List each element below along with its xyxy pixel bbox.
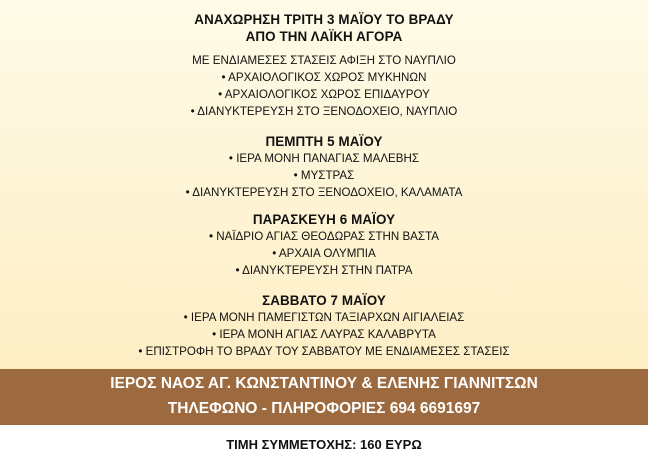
list-item: • ΔΙΑΝΥΚΤΕΡΕΥΣΗ ΣΤΗΝ ΠΑΤΡΑ (235, 264, 413, 277)
list-item: • ΜΥΣΤΡΑΣ (293, 169, 355, 182)
thursday-heading: ΠΕΜΠΤΗ 5 ΜΑΪΟΥ (265, 134, 383, 149)
price-note: ΤΙΜΗ ΣΥΜΜΕΤΟΧΗΣ: 160 ΕΥΡΩ (226, 437, 422, 452)
list-item: • ΔΙΑΝΥΚΤΕΡΕΥΣΗ ΣΤΟ ΞΕΝΟΔΟΧΕΙΟ, ΚΑΛΑΜΑΤΑ (185, 186, 463, 199)
thursday-section (0, 133, 648, 201)
list-item: • ΑΡΧΑΙΑ ΟΛΥΜΠΙΑ (272, 247, 376, 260)
departure-items (0, 52, 648, 120)
friday-heading: ΠΑΡΑΣΚΕΥΗ 6 ΜΑΪΟΥ (252, 212, 396, 227)
departure-heading: ΑΝΑΧΩΡΗΣΗ ΤΡΙΤΗ 3 ΜΑΪΟΥ ΤΟ ΒΡΑΔΥ (194, 12, 454, 27)
list-item: • ΙΕΡΑ ΜΟΝΗ ΠΑΝΑΓΙΑΣ ΜΑΛΕΒΗΣ (228, 152, 420, 165)
friday-section (0, 211, 648, 279)
organizer-name: ΙΕΡΟΣ ΝΑΟΣ ΑΓ. ΚΩΝΣΤΑΝΤΙΝΟΥ & ΕΛΕΝΗΣ ΓΙΑΝΝΙΤΣΩΝ (110, 375, 538, 392)
saturday-heading: ΣΑΒΒΑΤΟ 7 ΜΑΪΟΥ (262, 293, 386, 308)
list-item: • ΙΕΡΑ ΜΟΝΗ ΑΓΙΑΣ ΛΑΥΡΑΣ ΚΑΛΑΒΡΥΤΑ (212, 328, 436, 341)
list-item: • ΑΡΧΑΙΟΛΟΓΙΚΟΣ ΧΩΡΟΣ ΜΥΚΗΝΩΝ (221, 71, 427, 84)
list-item: • ΑΡΧΑΙΟΛΟΓΙΚΟΣ ΧΩΡΟΣ ΕΠΙΔΑΥΡΟΥ (218, 88, 430, 101)
saturday-section (0, 292, 648, 360)
list-item: • ΕΠΙΣΤΡΟΦΗ ΤΟ ΒΡΑΔΥ ΤΟΥ ΣΑΒΒΑΤΟΥ ΜΕ ΕΝΔΙΑΜΕΣΕΣ ΣΤΑΣΕΙΣ (138, 345, 510, 358)
list-item: • ΔΙΑΝΥΚΤΕΡΕΥΣΗ ΣΤΟ ΞΕΝΟΔΟΧΕΙΟ, ΝΑΥΠΛΙΟ (190, 105, 458, 118)
organizer-banner (0, 369, 648, 425)
list-item: • ΙΕΡΑ ΜΟΝΗ ΠΑΜΕΓΙΣΤΩΝ ΤΑΞΙΑΡΧΩΝ ΑΙΓΙΑΛΕΙΑΣ (183, 311, 465, 324)
contact-phone: ΤΗΛΕΦΩΝΟ - ΠΛΗΡΟΦΟΡΙΕΣ 694 6691697 (167, 400, 481, 417)
departure-section (0, 11, 648, 45)
list-item: • ΝΑΪΔΡΙΟ ΑΓΙΑΣ ΘΕΟΔΩΡΑΣ ΣΤΗΝ ΒΑΣΤΑ (208, 230, 440, 243)
list-item: ΜΕ ΕΝΔΙΑΜΕΣΕΣ ΣΤΑΣΕΙΣ ΑΦΙΞΗ ΣΤΟ ΝΑΥΠΛΙΟ (192, 54, 456, 67)
departure-location: ΑΠΟ ΤΗΝ ΛΑΪΚΗ ΑΓΟΡΑ (245, 29, 403, 44)
